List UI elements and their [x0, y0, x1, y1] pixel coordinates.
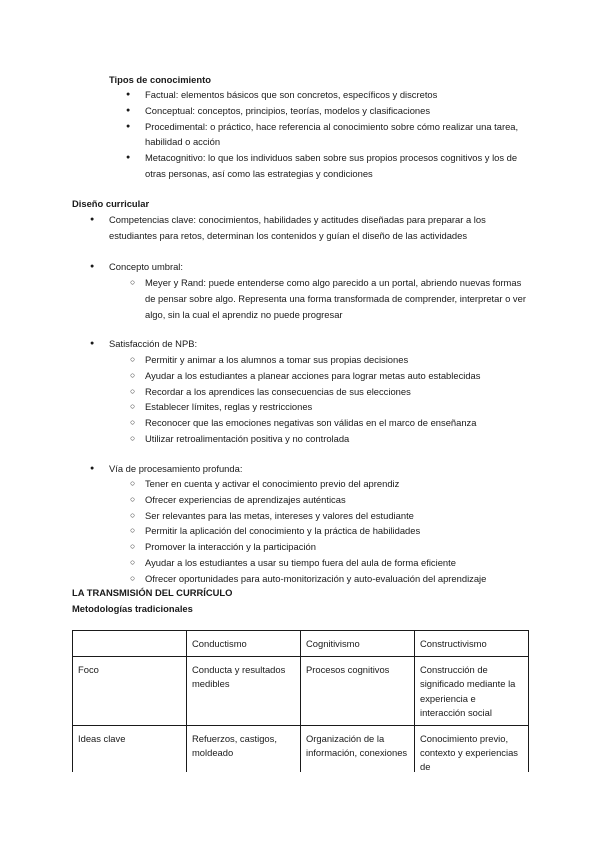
list-item: ● Factual: elementos básicos que son concretos, específicos y discretos [145, 87, 525, 103]
list-item: ○ Meyer y Rand: puede entenderse como algo parecido a un portal, abriendo nuevas formas de pensar sobre algo. Representa una forma transformada de comprender, interpretar o ver algo, sin la cual el aprendiz no puede progresar [145, 275, 527, 322]
list-item: ○ Permitir y animar a los alumnos a tomar sus propias decisiones [145, 352, 527, 368]
umbral-sublist [145, 275, 527, 322]
list-item: ● Vía de procesamiento profunda: [109, 461, 527, 477]
table-cell [73, 631, 187, 657]
list-item: ○ Reconocer que las emociones negativas son válidas en el marco de enseñanza [145, 415, 527, 431]
page-bottom-mask [0, 772, 600, 848]
table-cell: Conductismo [187, 631, 301, 657]
tipos-list [145, 87, 525, 182]
list-item: ○ Ayudar a los estudiantes a planear acciones para lograr metas auto establecidas [145, 368, 527, 384]
table-cell: Refuerzos, castigos, moldeado [187, 726, 301, 784]
table-cell: Procesos cognitivos [301, 657, 415, 726]
table-cell: Organización de la información, conexiones [301, 726, 415, 784]
npb-sublist [145, 352, 527, 447]
table-cell: Constructivismo [415, 631, 529, 657]
list-item: ○ Promover la interacción y la participación [145, 539, 545, 555]
list-item: ○ Utilizar retroalimentación positiva y no controlada [145, 431, 527, 447]
list-item: ● Metacognitivo: lo que los individuos saben sobre sus propios procesos cognitivos y los de otras personas, así como las estrategias y condiciones [145, 150, 525, 182]
list-item: ○ Recordar a los aprendices las consecuencias de sus elecciones [145, 384, 527, 400]
list-item: ● Procedimental: o práctico, hace referencia al conocimiento sobre cómo realizar una tarea, habilidad o acción [145, 119, 525, 151]
table-cell: Construcción de significado mediante la experiencia e interacción social [415, 657, 529, 726]
transmision-heading: LA TRANSMISIÓN DEL CURRÍCULO [72, 587, 233, 598]
list-item: ○ Tener en cuenta y activar el conocimiento previo del aprendiz [145, 476, 545, 492]
list-item: ○ Ser relevantes para las metas, intereses y valores del estudiante [145, 508, 545, 524]
metodologias-subheading: Metodologías tradicionales [72, 603, 193, 614]
tipos-heading: Tipos de conocimiento [109, 74, 211, 85]
list-item: ○ Permitir la aplicación del conocimiento y la práctica de habilidades [145, 523, 545, 539]
via-sublist [145, 476, 545, 587]
umbral-list [109, 259, 527, 275]
list-item: ● Conceptual: conceptos, principios, teorías, modelos y clasificaciones [145, 103, 525, 119]
table-cell: Foco [73, 657, 187, 726]
list-item: ○ Ofrecer experiencias de aprendizajes auténticas [145, 492, 545, 508]
list-item: ○ Ofrecer oportunidades para auto-monitorización y auto-evaluación del aprendizaje [145, 571, 545, 587]
table-cell: Ideas clave [73, 726, 187, 784]
list-item: ● Competencias clave: conocimientos, habilidades y actitudes diseñadas para preparar a los estudiantes para retos, determinan los contenidos y guían el diseño de las actividades [109, 212, 527, 244]
list-item: ○ Ayudar a los estudiantes a usar su tiempo fuera del aula de forma eficiente [145, 555, 545, 571]
list-item: ● Satisfacción de NPB: [109, 336, 527, 352]
via-list [109, 461, 527, 477]
table-row [73, 657, 529, 726]
list-item: ● Concepto umbral: [109, 259, 527, 275]
npb-list [109, 336, 527, 352]
methodologies-table [72, 630, 529, 784]
table-cell: Cognitivismo [301, 631, 415, 657]
diseno-heading: Diseño curricular [72, 198, 150, 209]
list-item: ○ Establecer límites, reglas y restricciones [145, 399, 527, 415]
table-header-row [73, 631, 529, 657]
table-cell: Conocimiento previo, contexto y experiencias de [415, 726, 529, 784]
table-cell: Conducta y resultados medibles [187, 657, 301, 726]
competencias-list [109, 212, 527, 244]
